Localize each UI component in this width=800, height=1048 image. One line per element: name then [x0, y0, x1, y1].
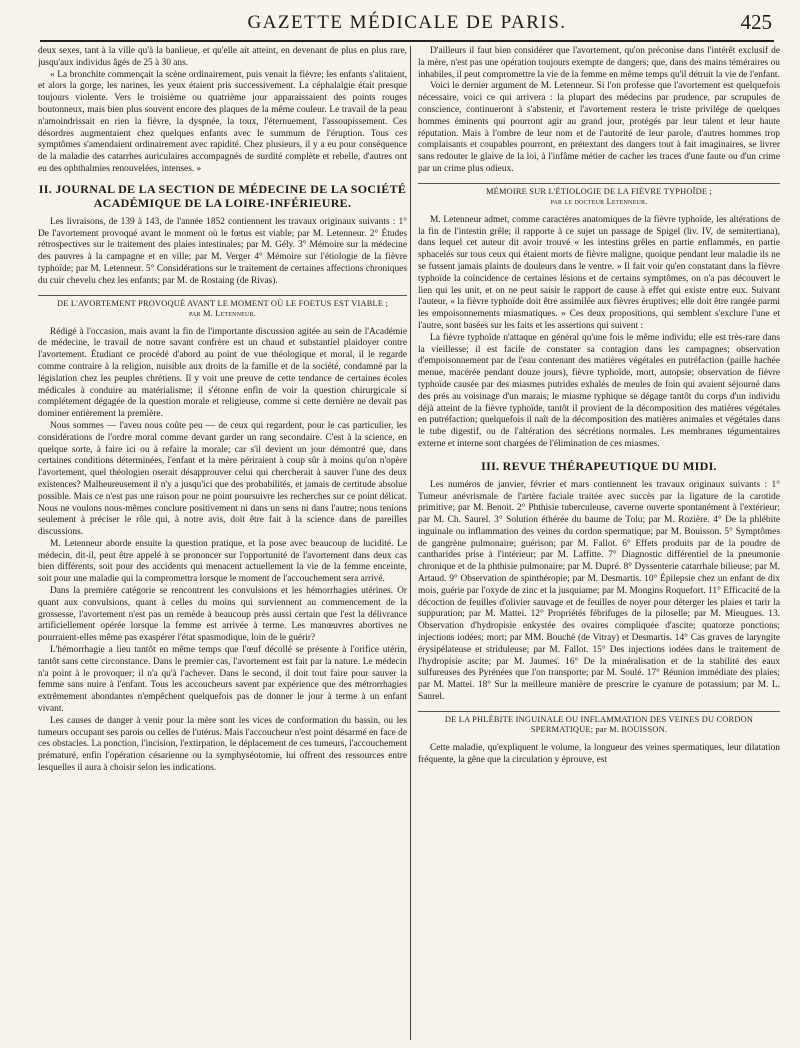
right-column: [418, 46, 780, 1040]
paragraph: Rédigé à l'occasion, mais avant la fin de l'importante discussion agitée au sein de l'Académie de médecine, le travail de notre savant confrère est un chaud et substantiel plaidoyer contre l'avortement. Étudiant ce procédé d'abord au point de vue théologique et moral, il le regarde comme contraire à la religion, nuisible aux droits de la famille et de la société, condamné par la législation chez les peuples chrétiens. Il y voit une preuve de cette tendance de certaines écoles médicales à conduire au matérialisme; il s'étonne enfin de voir la question chirurgicale si complétement dégagée de la question morale et religieuse, comme si cette dernière ne devait pas dominer entièrement la première.: [38, 326, 407, 420]
paragraph: Les numéros de janvier, février et mars contiennent les travaux originaux suivants : 1° Tumeur anévrismale de l'artère faciale traitée avec succès par la ligature de la carotide primitive; par M. Benoit. 2° Phthisie tuberculeuse, caverne ouverte spontanément à l'extérieur; par M. Ch. Saurel. 3° Solution éthérée du baume de Tolu; par M. Rozière. 4° De la phlébite inguinale ou inflammation des veines du cordon spermatique; par M. Bouisson. 5° Symptômes de gangrène pulmonaire; guérison; par M. Fallot. 6° Effets produits par de la poudre de cantharides prise à l'intérieur; par M. Laffitte. 7° Diagnostic différentiel de la pneumonie chronique et de la phthisie pulmonaire; par M. Dupré. 8° Dyssenterie catarrhale bilieuse; par M. Artaud. 9° Observation de spinthéropie; par M. Desmartis. 10° Épilepsie chez un enfant de dix mois, guérie par l'oxyde de zinc et la jusquiame; par M. Mongins Roquefort. 11° Efficacité de la décoction de feuilles d'olivier sauvage et de feuilles de noyer pour déterger les plaies et tarir la suppuration; par M. Mattei. 12° Propriétés fébrifuges de la piloselle; par M. Mieugues. 13. Observation d'hydropisie enkystée des ovaires compliquée d'ascite; quatorze ponctions; injections iodées; mort; par MM. Bouché (de Vitray) et Desmartis. 14° Cas graves de laryngite érysipélateuse et striduleuse; par M. Fallot. 15° Des injections iodées dans le traitement de l'hydropisie ascite; par M. Jaumes. 16° De la minéralisation et de la stabilité des eaux sulfureuses des Pyrénées que l'on transporte; par M. Soulé. 17° Réunion immédiate des plaies; par M. Mattei. 18° Sur la meilleure manière de prescrire le cyanure de potassium; par M. L. Saurel.: [418, 479, 780, 703]
article-subheading-title: MÉMOIRE SUR L'ÉTIOLOGIE DE LA FIÈVRE TYPHOÏDE ;: [486, 186, 712, 196]
section-heading: III. REVUE THÉRAPEUTIQUE DU MIDI.: [481, 458, 717, 473]
paragraph: Les causes de danger à venir pour la mère sont les vices de conformation du bassin, ou les tumeurs occupant ses parois ou celles de l'utérus. Mais l'accoucheur n'est point désarmé en face de ces obstacles. La ponction, l'incision, l'extirpation, le déplacement de ces tumeurs, l'accouchement prématuré, enfin l'opération césarienne ou la symphyséotomie, lui offrent des ressources entre lesquelles il aura à choisir selon les indications.: [38, 715, 407, 774]
article-subheading-title: DE L'AVORTEMENT PROVOQUÉ AVANT LE MOMENT OÙ LE FOETUS EST VIABLE ;: [57, 298, 388, 308]
paragraph: Voici le dernier argument de M. Letenneur. Si l'on professe que l'avortement est quelquefois nécessaire, voici ce qui arrivera : la plupart des médecins par prudence, par scrupules de conscience, continueront à s'abstenir, et l'avortement restera le triste privilége de quelques hommes éminents qui pourront agir au grand jour, protégés par leur talent et leur haute réputation. Mais à l'ombre de leur nom et de l'autorité de leur parole, d'autres hommes trop complaisants et coupables pourront, en prétextant des dangers tout à fait imaginaires, se livrer sans redouter le glaive de la loi, à l'infâme métier de cacher les traces d'une faute ou d'un crime par un crime plus odieux.: [418, 81, 780, 174]
page-number: 425: [740, 10, 772, 34]
paragraph: « La bronchite commençait la scène ordinairement, puis venait la fièvre; les enfants s'alitaient, et alors la gorge, les narines, les yeux étaient pris successivement. La céphalalgie était presque toujours violente. Vers le troisième ou quatrième jour apparaissaient des points rouges boutonneux, mais bien plus souvent encore des plaques de la même couleur. Le travail de la peau n'amoindrissait en rien la fièvre, la dyspnée, la toux, l'éternuement, l'assoupissement. Ces désordres augmentaient chez quelques enfants avec le summum de l'éruption. Tous ces symptômes s'amendaient ordinairement avec rapidité. Chez plusieurs, il y a eu pour conséquence de la maladie des catarrhes auriculaires accompagnés de surdité complète et rebelle, d'autres ont eu des ophthalmies renouvelées, intenses. »: [38, 69, 407, 174]
column-divider: [410, 46, 411, 1040]
paragraph: L'hémorrhagie a lieu tantôt en même temps que l'œuf décollé se présente à l'orifice utérin, tantôt sans cette circonstance. Dans le premier cas, l'avortement est fait par la nature. Le médecin n'a point à le provoquer; il n'a qu'à l'achever. Dans le second, il doit tout faire pour sauver la femme sans nuire à l'enfant. Tous les accoucheurs savent par expérience que des métrorrhagies extrêmement abondantes n'empêchent quelquefois pas de donner le jour à terme à un enfant vivant.: [38, 645, 407, 715]
header-rule: [40, 40, 774, 42]
journal-title: GAZETTE MÉDICALE DE PARIS.: [247, 12, 567, 33]
article-subheading-author: par M. Letenneur.: [188, 309, 257, 319]
paragraph: deux sexes, tant à la ville qu'à la banlieue, et qu'elle ait atteint, en devenant de plus en plus rare, jusqu'aux individus âgés de 25 à 30 ans.: [38, 46, 407, 68]
paragraph: M. Letenneur aborde ensuite la question pratique, et la pose avec beaucoup de lucidité. Le médecin, dit-il, peut être appelé à se prononcer sur l'opportunité de l'avortement dans deux cas bien différents, soit pour des accidents qui menacent actuellement la vie de la femme enceinte, soit pour une maladie qui la compromettra lorsque le moment de l'accouchement sera arrivé.: [38, 538, 407, 585]
article-subheading-author: par le docteur Letenneur.: [550, 197, 648, 207]
paragraph: Dans la première catégorie se rencontrent les convulsions et les hémorrhagies utérines. Or quant aux convulsions, quant à celles du moins qui surviennent au commencement de la grossesse, l'avortement n'est pas un remède à beaucoup près aussi certain que l'est la délivrance artificiellement opérée lorsque la femme est arrivée à terme. Les manœuvres abortives ne pourraient-elles même pas exaspérer l'état spasmodique, loin de le guérir?: [38, 586, 407, 644]
paragraph: Les livraisons, de 139 à 143, de l'année 1852 contiennent les travaux originaux suivants : 1° De l'avortement provoqué avant le moment où le fœtus est viable; par M. Letenneur. 2° Études rétrospectives sur le traitement des plaies intestinales; par M. Gély. 3° Mémoire sur la médecine des pauvres à la campagne et en ville; par M. Verger 4° Mémoire sur l'étiologie de la fièvre typhoïde; par M. Letenneur. 5° Considérations sur le traitement de certaines affections chroniques du cuir chevelu chez les enfants; par M. de Rostaing (de Rivas).: [38, 216, 407, 286]
paragraph: M. Letenneur admet, comme caractères anatomiques de la fièvre typhoïde, les altérations de la fin de l'intestin grêle; il rapporte à ce sujet un passage de Spigel (liv. IV, de semitertiana), dans lequel cet auteur dit avoir trouvé « les intestins grêles en partie enflammés, en partie sphacelés sur tous ceux qui étaient morts de fièvre maligne, quoique pendant leur maladie ils ne se fussent jamais plaints de douleurs dans le ventre. » Il fait voir qu'en constatant dans la fièvre typhoïde la coïncidence de certaines lésions et de certains symptômes, on n'a pas découvert le lien qui les unit, et on ne peut saisir le rapport de cause à effet qui existe entre eux. Suivant l'auteur, « la fièvre typhoïde doit être assimilée aux fièvres éruptives; elle doit être rangée parmi les empoisonnements miasmatiques. » Ces deux propositions, qui semblent s'exclure l'une et l'autre, sont basées sur les faits et les assertions qui suivent :: [418, 214, 780, 331]
article-subheading: [418, 711, 780, 736]
paragraph: Cette maladie, qu'expliquent le volume, la longueur des veines spermatiques, leur dilatation fréquente, la gêne que la circulation y éprouve, est: [418, 742, 780, 765]
article-subheading: [418, 183, 780, 208]
left-column: [38, 46, 407, 1040]
paragraph: Nous sommes — l'aveu nous coûte peu — de ceux qui regardent, pour le cas particulier, les considérations de l'ordre moral comme devant garder un rang secondaire. C'est à la science, en quelque sorte, à faire ici ou à refaire la morale; car s'il devient un jour démontré que, dans certaines conditions déterminées, l'enfant et la mère périraient à coup sûr à moins qu'on n'opère l'avortement, quel théologien oserait désapprouver celui qui chercherait à sauver l'une des deux existences? Malheureusement il n'y a jusqu'ici que des probabilités, et jamais de certitude absolue possible. Mais ce n'est pas une raison pour ne point poursuivre les recherches sur ce point délicat. Nous ne voulons nous-mêmes conclure positivement ni dans un sens ni dans l'autre; nous tenions seulement à préciser le rôle qui, à notre avis, doit être fait à la science dans de pareilles discussions.: [38, 420, 407, 538]
article-subheading: [38, 295, 407, 320]
section-heading: II. JOURNAL DE LA SECTION DE MÉDECINE DE LA SOCIÉTÉ ACADÉMIQUE DE LA LOIRE-INFÉRIEURE.: [38, 181, 407, 210]
paragraph: D'ailleurs il faut bien considérer que l'avortement, qu'on préconise dans l'intérêt exclusif de la mère, n'est pas une opération toujours exempte de dangers; que, dans des mains téméraires ou inhabiles, il peut compromettre la vie de la femme en même temps qu'il détruit la vie de l'enfant.: [418, 46, 780, 80]
paragraph: La fièvre typhoïde n'attaque en général qu'une fois le même individu; elle est très-rare dans la vieillesse; il est facile de constater sa contagion dans les campagnes; observation d'empoisonnement par de l'eau contenant des matières végétales en putréfaction (paille hachée menue, macérée pendant douze jours), fièvre typhoïde, mort, autopsie; observation de fièvre typhoïde causée par des miasmes putrides exhalés de meules de foin qui avaient séjourné dans des prés au voisinage d'un marais; le miasme typhique se dégage tantôt du corps d'un individu déjà atteint de la fièvre typhoïde, tantôt il provient de la décomposition des matières végétales en putréfaction; quelquefois il naît de la décomposition des matières animales et végétales dans le tube digestif, ou de l'altération des sécrétions normales. Les membranes tégumentaires externe et interne sont chargées de l'élimination de ces miasmes.: [418, 332, 780, 449]
page-header: [40, 8, 774, 42]
article-subheading-title: DE LA PHLÉBITE INGUINALE OU INFLAMMATION DES VEINES DU CORDON SPERMATIQUE; par M. BOUISSON.: [444, 714, 754, 735]
